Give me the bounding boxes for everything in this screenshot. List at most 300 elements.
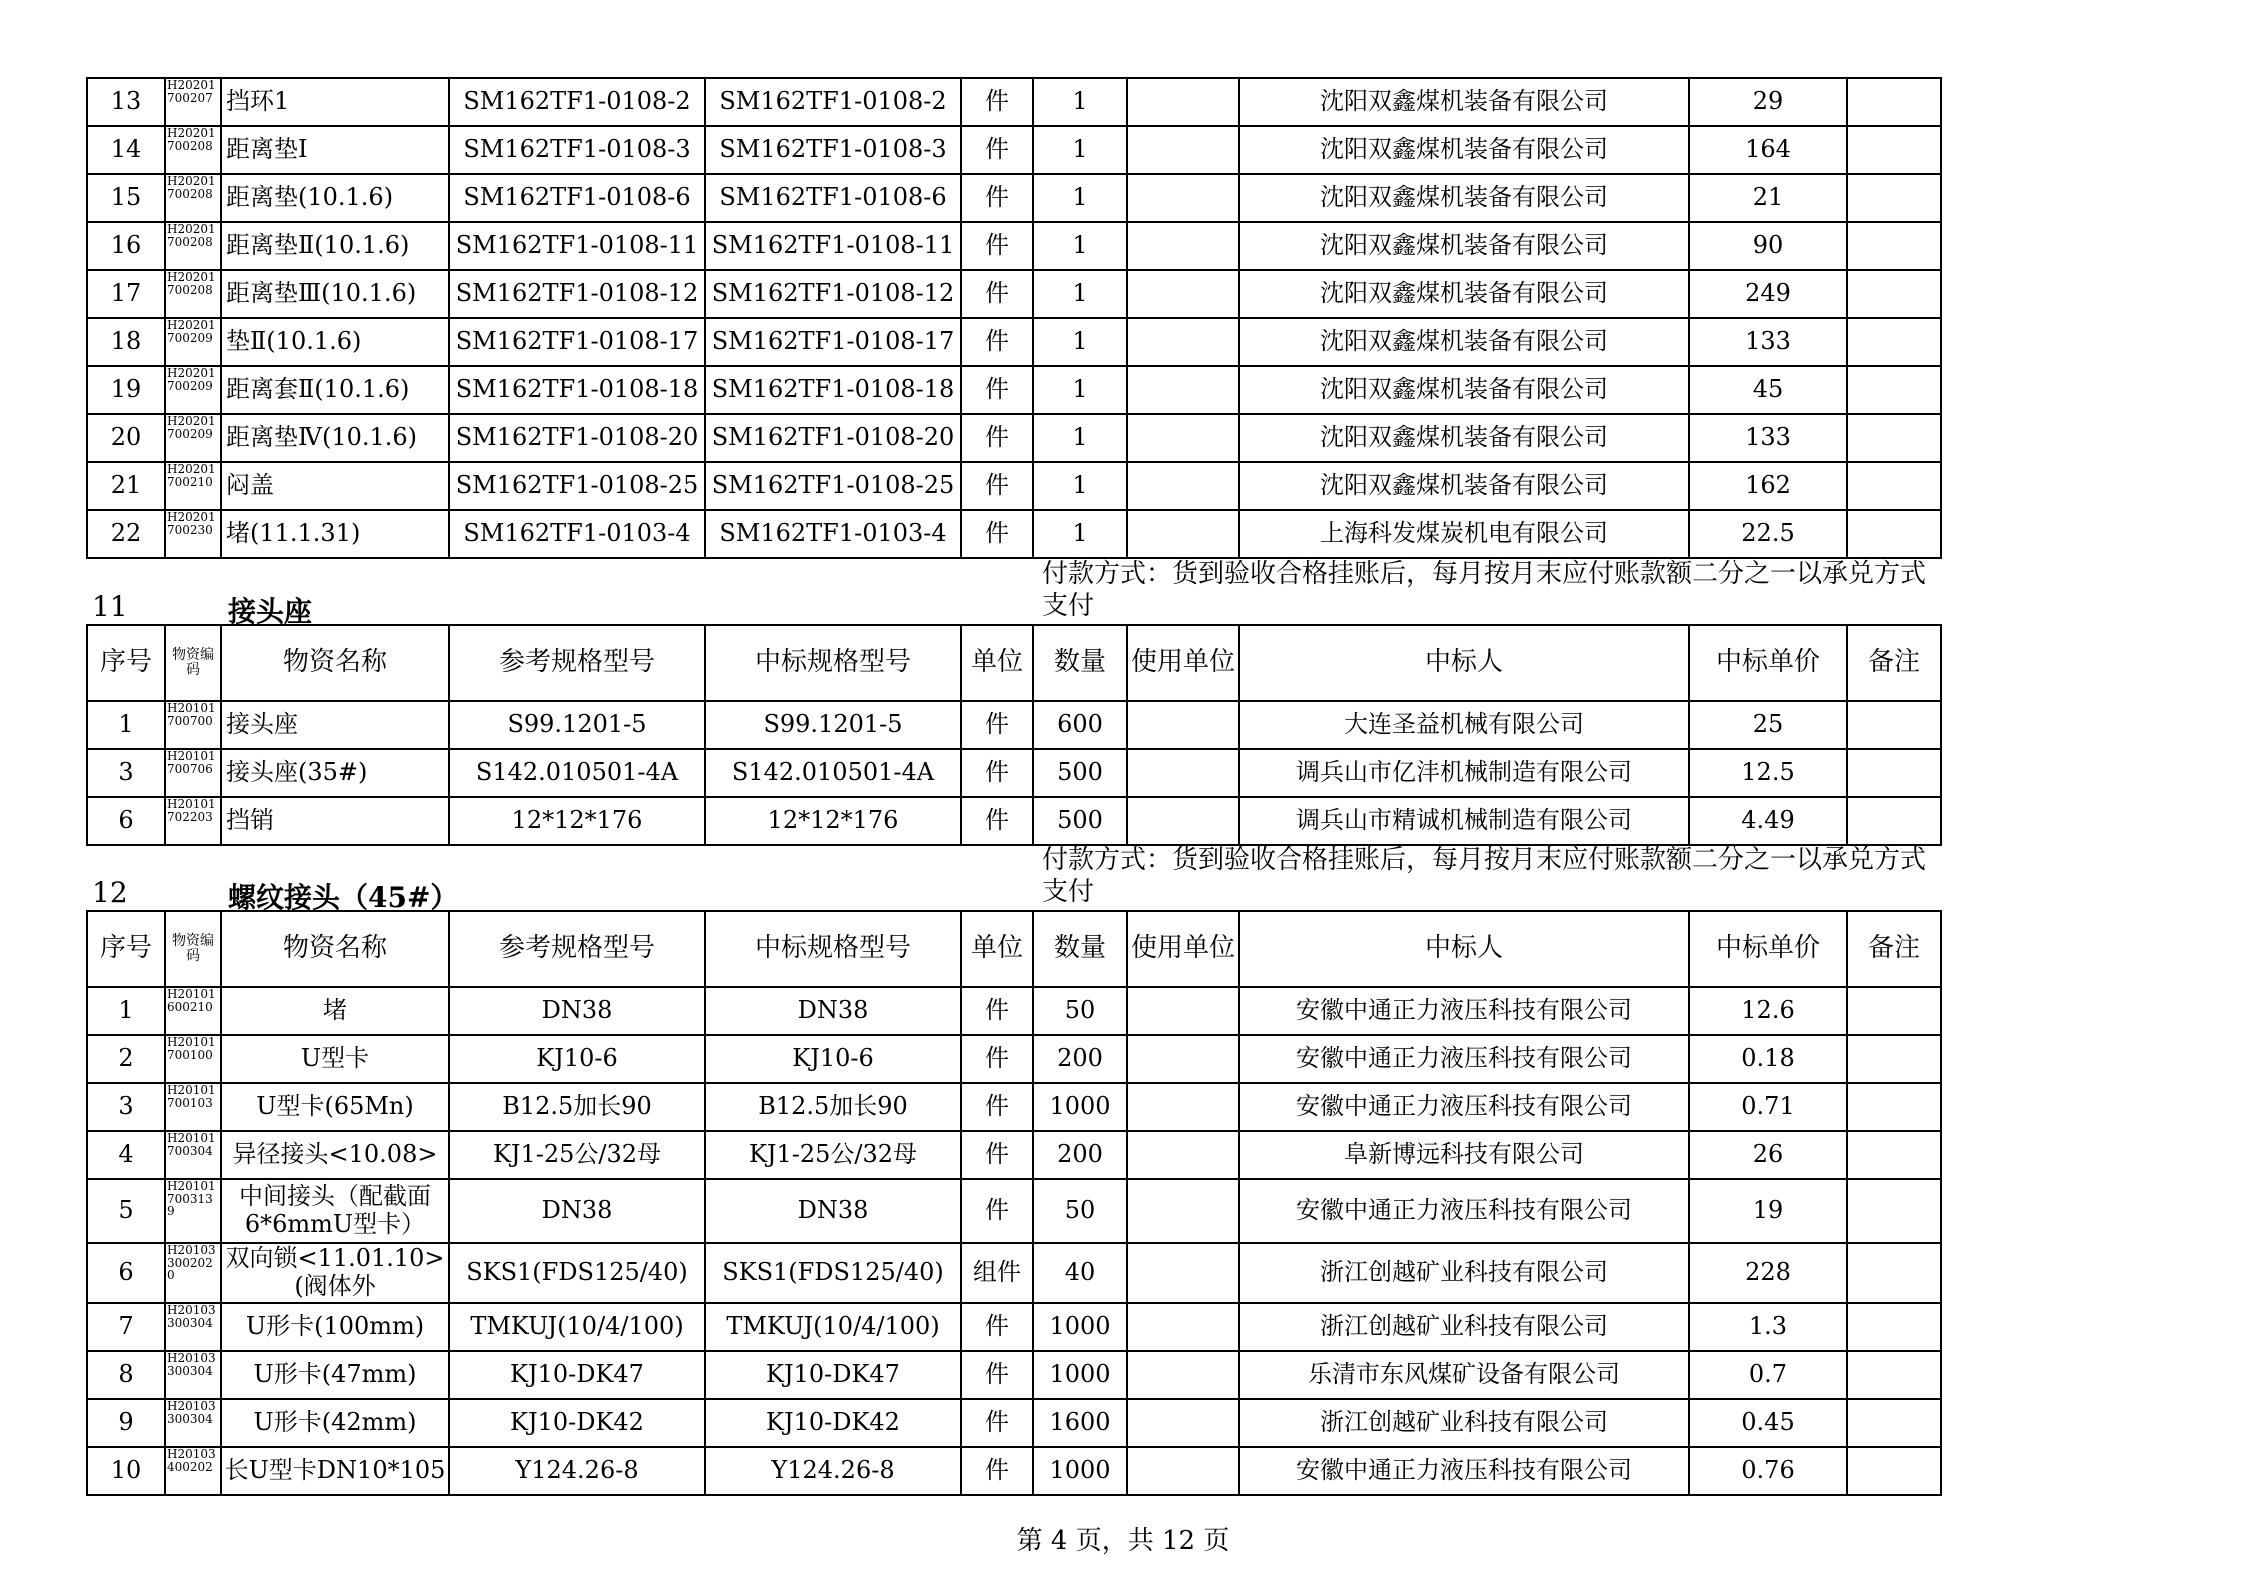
cell-code: H20201700209: [165, 414, 221, 462]
cell-ref-spec: 12*12*176: [449, 797, 705, 845]
cell-remark: [1847, 78, 1941, 126]
cell-qty: 500: [1033, 797, 1127, 845]
cell-seq: 5: [87, 1179, 165, 1243]
cell-unit: 件: [961, 701, 1033, 749]
cell-price: 0.76: [1689, 1447, 1847, 1495]
table-row: [87, 1035, 1941, 1083]
cell-name: 距离垫(10.1.6): [221, 174, 449, 222]
cell-remark: [1847, 749, 1941, 797]
cell-price: 12.5: [1689, 749, 1847, 797]
cell-price: 90: [1689, 222, 1847, 270]
table-row: [87, 414, 1941, 462]
cell-seq: 4: [87, 1131, 165, 1179]
cell-bid-spec: SM162TF1-0108-2: [705, 78, 961, 126]
cell-seq: 7: [87, 1303, 165, 1351]
cell-name: 中间接头（配截面6*6mmU型卡）: [221, 1179, 449, 1243]
cell-unit: 件: [961, 1083, 1033, 1131]
cell-winner: 安徽中通正力液压科技有限公司: [1239, 1035, 1689, 1083]
cell-code: H20201700209: [165, 318, 221, 366]
table-row: [87, 174, 1941, 222]
cell-qty: 1000: [1033, 1351, 1127, 1399]
cell-price: 4.49: [1689, 797, 1847, 845]
cell-remark: [1847, 1131, 1941, 1179]
cell-use-unit: [1127, 78, 1239, 126]
section-number: 12: [92, 876, 128, 909]
cell-ref-spec: SM162TF1-0103-4: [449, 510, 705, 558]
table-header-row: [87, 911, 1941, 987]
cell-winner: 沈阳双鑫煤机装备有限公司: [1239, 366, 1689, 414]
cell-use-unit: [1127, 318, 1239, 366]
cell-code: H20101700706: [165, 749, 221, 797]
cell-use-unit: [1127, 749, 1239, 797]
cell-ref-spec: SM162TF1-0108-20: [449, 414, 705, 462]
cell-use-unit: [1127, 126, 1239, 174]
cell-remark: [1847, 1351, 1941, 1399]
cell-bid-spec: SM162TF1-0103-4: [705, 510, 961, 558]
table-row: [87, 78, 1941, 126]
cell-bid-spec: Y124.26-8: [705, 1447, 961, 1495]
cell-seq: 3: [87, 1083, 165, 1131]
cell-bid-spec: SM162TF1-0108-25: [705, 462, 961, 510]
cell-remark: [1847, 1083, 1941, 1131]
cell-unit: 件: [961, 222, 1033, 270]
cell-qty: 1: [1033, 414, 1127, 462]
cell-winner: 阜新博远科技有限公司: [1239, 1131, 1689, 1179]
cell-name: 堵: [221, 987, 449, 1035]
cell-name: 距离垫Ⅲ(10.1.6): [221, 270, 449, 318]
cell-unit: 件: [961, 318, 1033, 366]
header-bid-spec: 中标规格型号: [705, 911, 961, 987]
cell-name: U形卡(42mm): [221, 1399, 449, 1447]
cell-qty: 200: [1033, 1131, 1127, 1179]
cell-use-unit: [1127, 1447, 1239, 1495]
cell-ref-spec: SM162TF1-0108-17: [449, 318, 705, 366]
cell-price: 249: [1689, 270, 1847, 318]
cell-winner: 沈阳双鑫煤机装备有限公司: [1239, 78, 1689, 126]
cell-seq: 6: [87, 1243, 165, 1303]
table-row: [87, 987, 1941, 1035]
cell-use-unit: [1127, 1035, 1239, 1083]
cell-price: 162: [1689, 462, 1847, 510]
header-ref-spec: 参考规格型号: [449, 625, 705, 701]
cell-seq: 19: [87, 366, 165, 414]
cell-use-unit: [1127, 1243, 1239, 1303]
table-header-row: [87, 625, 1941, 701]
table-row: [87, 1083, 1941, 1131]
cell-qty: 50: [1033, 1179, 1127, 1243]
cell-remark: [1847, 510, 1941, 558]
cell-remark: [1847, 1399, 1941, 1447]
cell-unit: 件: [961, 749, 1033, 797]
cell-unit: 件: [961, 510, 1033, 558]
cell-price: 1.3: [1689, 1303, 1847, 1351]
cell-qty: 1: [1033, 222, 1127, 270]
header-remark: 备注: [1847, 625, 1941, 701]
cell-ref-spec: DN38: [449, 1179, 705, 1243]
cell-price: 164: [1689, 126, 1847, 174]
cell-winner: 沈阳双鑫煤机装备有限公司: [1239, 174, 1689, 222]
cell-qty: 50: [1033, 987, 1127, 1035]
cell-seq: 2: [87, 1035, 165, 1083]
cell-bid-spec: SM162TF1-0108-18: [705, 366, 961, 414]
cell-price: 22.5: [1689, 510, 1847, 558]
cell-price: 21: [1689, 174, 1847, 222]
cell-remark: [1847, 987, 1941, 1035]
cell-code: H20201700210: [165, 462, 221, 510]
cell-price: 0.45: [1689, 1399, 1847, 1447]
cell-name: 接头座(35#): [221, 749, 449, 797]
table-row: [87, 797, 1941, 845]
cell-use-unit: [1127, 270, 1239, 318]
header-ref-spec: 参考规格型号: [449, 911, 705, 987]
cell-code: H20103300304: [165, 1303, 221, 1351]
cell-winner: 调兵山市精诚机械制造有限公司: [1239, 797, 1689, 845]
header-qty: 数量: [1033, 911, 1127, 987]
cell-price: 0.18: [1689, 1035, 1847, 1083]
cell-use-unit: [1127, 414, 1239, 462]
header-name: 物资名称: [221, 625, 449, 701]
section-title: 螺纹接头（45#）: [228, 881, 459, 914]
cell-qty: 1: [1033, 78, 1127, 126]
cell-unit: 件: [961, 1131, 1033, 1179]
table-row: [87, 462, 1941, 510]
table-row: [87, 1351, 1941, 1399]
cell-bid-spec: SM162TF1-0108-20: [705, 414, 961, 462]
cell-unit: 件: [961, 78, 1033, 126]
cell-unit: 件: [961, 797, 1033, 845]
cell-name: 异径接头<10.08>: [221, 1131, 449, 1179]
cell-remark: [1847, 414, 1941, 462]
cell-use-unit: [1127, 987, 1239, 1035]
cell-winner: 沈阳双鑫煤机装备有限公司: [1239, 222, 1689, 270]
cell-bid-spec: SM162TF1-0108-17: [705, 318, 961, 366]
cell-unit: 组件: [961, 1243, 1033, 1303]
cell-ref-spec: SKS1(FDS125/40): [449, 1243, 705, 1303]
cell-ref-spec: SM162TF1-0108-18: [449, 366, 705, 414]
cell-name: 距离垫Ⅰ: [221, 126, 449, 174]
cell-winner: 沈阳双鑫煤机装备有限公司: [1239, 126, 1689, 174]
cell-bid-spec: TMKUJ(10/4/100): [705, 1303, 961, 1351]
cell-unit: 件: [961, 987, 1033, 1035]
cell-bid-spec: KJ10-DK47: [705, 1351, 961, 1399]
table-row: [87, 701, 1941, 749]
cell-ref-spec: KJ1-25公/32母: [449, 1131, 705, 1179]
cell-code: H20201700208: [165, 270, 221, 318]
cell-use-unit: [1127, 1303, 1239, 1351]
cell-unit: 件: [961, 126, 1033, 174]
header-remark: 备注: [1847, 911, 1941, 987]
payment-terms: 付款方式：货到验收合格挂账后，每月按月末应付账款额二分之一以承兑方式支付: [1042, 559, 1927, 621]
bid-table-continued: [86, 77, 1942, 559]
cell-code: H20101702203: [165, 797, 221, 845]
header-name: 物资名称: [221, 911, 449, 987]
cell-winner: 调兵山市亿沣机械制造有限公司: [1239, 749, 1689, 797]
cell-bid-spec: 12*12*176: [705, 797, 961, 845]
cell-name: 堵(11.1.31): [221, 510, 449, 558]
cell-qty: 1: [1033, 318, 1127, 366]
cell-winner: 沈阳双鑫煤机装备有限公司: [1239, 462, 1689, 510]
cell-winner: 安徽中通正力液压科技有限公司: [1239, 1447, 1689, 1495]
cell-price: 26: [1689, 1131, 1847, 1179]
cell-use-unit: [1127, 797, 1239, 845]
header-use-unit: 使用单位: [1127, 911, 1239, 987]
cell-use-unit: [1127, 366, 1239, 414]
cell-seq: 22: [87, 510, 165, 558]
cell-qty: 1: [1033, 462, 1127, 510]
cell-ref-spec: S142.010501-4A: [449, 749, 705, 797]
cell-bid-spec: S99.1201-5: [705, 701, 961, 749]
cell-code: H20101700103: [165, 1083, 221, 1131]
cell-unit: 件: [961, 462, 1033, 510]
cell-use-unit: [1127, 1131, 1239, 1179]
cell-use-unit: [1127, 222, 1239, 270]
cell-winner: 沈阳双鑫煤机装备有限公司: [1239, 318, 1689, 366]
cell-seq: 8: [87, 1351, 165, 1399]
table-row: [87, 1243, 1941, 1303]
header-bid-spec: 中标规格型号: [705, 625, 961, 701]
table-row: [87, 1131, 1941, 1179]
cell-bid-spec: DN38: [705, 987, 961, 1035]
cell-unit: 件: [961, 1179, 1033, 1243]
cell-use-unit: [1127, 462, 1239, 510]
cell-bid-spec: KJ10-DK42: [705, 1399, 961, 1447]
cell-price: 45: [1689, 366, 1847, 414]
cell-ref-spec: SM162TF1-0108-3: [449, 126, 705, 174]
cell-winner: 安徽中通正力液压科技有限公司: [1239, 987, 1689, 1035]
cell-bid-spec: SM162TF1-0108-11: [705, 222, 961, 270]
table-row: [87, 510, 1941, 558]
header-seq: 序号: [87, 911, 165, 987]
cell-ref-spec: B12.5加长90: [449, 1083, 705, 1131]
cell-qty: 1: [1033, 366, 1127, 414]
header-use-unit: 使用单位: [1127, 625, 1239, 701]
cell-code: H20103300304: [165, 1351, 221, 1399]
bid-table-section-12: [86, 910, 1942, 1496]
cell-qty: 1: [1033, 174, 1127, 222]
cell-name: 距离垫Ⅱ(10.1.6): [221, 222, 449, 270]
cell-winner: 沈阳双鑫煤机装备有限公司: [1239, 414, 1689, 462]
cell-price: 133: [1689, 414, 1847, 462]
cell-seq: 1: [87, 701, 165, 749]
cell-remark: [1847, 366, 1941, 414]
table-row: [87, 1303, 1941, 1351]
cell-bid-spec: SM162TF1-0108-6: [705, 174, 961, 222]
cell-code: H20201700230: [165, 510, 221, 558]
cell-name: 双向锁<11.01.10>(阀体外: [221, 1243, 449, 1303]
page-footer: 第 4 页，共 12 页: [1016, 1526, 1230, 1556]
table-row: [87, 270, 1941, 318]
cell-remark: [1847, 797, 1941, 845]
header-price: 中标单价: [1689, 911, 1847, 987]
cell-name: 挡销: [221, 797, 449, 845]
cell-seq: 10: [87, 1447, 165, 1495]
cell-remark: [1847, 1303, 1941, 1351]
cell-bid-spec: SM162TF1-0108-12: [705, 270, 961, 318]
cell-code: H20101700313 9: [165, 1179, 221, 1243]
cell-name: U形卡(47mm): [221, 1351, 449, 1399]
cell-bid-spec: B12.5加长90: [705, 1083, 961, 1131]
header-code: 物资编码: [165, 911, 221, 987]
cell-remark: [1847, 270, 1941, 318]
cell-qty: 1000: [1033, 1303, 1127, 1351]
cell-code: H20201700207: [165, 78, 221, 126]
cell-price: 228: [1689, 1243, 1847, 1303]
cell-code: H20101700100: [165, 1035, 221, 1083]
cell-winner: 浙江创越矿业科技有限公司: [1239, 1399, 1689, 1447]
cell-unit: 件: [961, 1035, 1033, 1083]
cell-remark: [1847, 1243, 1941, 1303]
cell-name: 距离垫Ⅳ(10.1.6): [221, 414, 449, 462]
bid-table-section-11: [86, 624, 1942, 846]
header-seq: 序号: [87, 625, 165, 701]
cell-price: 0.7: [1689, 1351, 1847, 1399]
cell-qty: 1: [1033, 510, 1127, 558]
cell-price: 19: [1689, 1179, 1847, 1243]
cell-name: 垫Ⅱ(10.1.6): [221, 318, 449, 366]
cell-bid-spec: KJ1-25公/32母: [705, 1131, 961, 1179]
cell-winner: 大连圣益机械有限公司: [1239, 701, 1689, 749]
header-winner: 中标人: [1239, 625, 1689, 701]
cell-use-unit: [1127, 510, 1239, 558]
cell-unit: 件: [961, 174, 1033, 222]
cell-unit: 件: [961, 270, 1033, 318]
cell-use-unit: [1127, 701, 1239, 749]
cell-ref-spec: SM162TF1-0108-12: [449, 270, 705, 318]
cell-remark: [1847, 318, 1941, 366]
cell-qty: 600: [1033, 701, 1127, 749]
cell-ref-spec: SM162TF1-0108-11: [449, 222, 705, 270]
cell-use-unit: [1127, 1083, 1239, 1131]
cell-seq: 13: [87, 78, 165, 126]
header-unit: 单位: [961, 911, 1033, 987]
header-winner: 中标人: [1239, 911, 1689, 987]
cell-bid-spec: S142.010501-4A: [705, 749, 961, 797]
table-row: [87, 222, 1941, 270]
cell-winner: 安徽中通正力液压科技有限公司: [1239, 1179, 1689, 1243]
header-price: 中标单价: [1689, 625, 1847, 701]
header-unit: 单位: [961, 625, 1033, 701]
cell-price: 0.71: [1689, 1083, 1847, 1131]
cell-remark: [1847, 701, 1941, 749]
cell-code: H20101600210: [165, 987, 221, 1035]
cell-ref-spec: KJ10-6: [449, 1035, 705, 1083]
cell-remark: [1847, 462, 1941, 510]
cell-winner: 浙江创越矿业科技有限公司: [1239, 1303, 1689, 1351]
cell-code: H20103400202: [165, 1447, 221, 1495]
cell-price: 133: [1689, 318, 1847, 366]
cell-seq: 20: [87, 414, 165, 462]
table-row: [87, 318, 1941, 366]
payment-terms: 付款方式：货到验收合格挂账后，每月按月末应付账款额二分之一以承兑方式支付: [1042, 845, 1927, 907]
cell-seq: 9: [87, 1399, 165, 1447]
cell-remark: [1847, 126, 1941, 174]
cell-winner: 上海科发煤炭机电有限公司: [1239, 510, 1689, 558]
cell-ref-spec: SM162TF1-0108-2: [449, 78, 705, 126]
cell-ref-spec: KJ10-DK42: [449, 1399, 705, 1447]
cell-use-unit: [1127, 1399, 1239, 1447]
cell-seq: 17: [87, 270, 165, 318]
cell-qty: 1: [1033, 270, 1127, 318]
cell-code: H20103300202 0: [165, 1243, 221, 1303]
cell-winner: 沈阳双鑫煤机装备有限公司: [1239, 270, 1689, 318]
cell-seq: 3: [87, 749, 165, 797]
table-row: [87, 366, 1941, 414]
cell-use-unit: [1127, 174, 1239, 222]
cell-seq: 15: [87, 174, 165, 222]
header-code: 物资编码: [165, 625, 221, 701]
cell-name: 距离套Ⅱ(10.1.6): [221, 366, 449, 414]
table-row: [87, 1447, 1941, 1495]
cell-bid-spec: SM162TF1-0108-3: [705, 126, 961, 174]
cell-bid-spec: DN38: [705, 1179, 961, 1243]
cell-seq: 18: [87, 318, 165, 366]
cell-code: H20101700304: [165, 1131, 221, 1179]
cell-qty: 1000: [1033, 1447, 1127, 1495]
cell-ref-spec: DN38: [449, 987, 705, 1035]
cell-qty: 1600: [1033, 1399, 1127, 1447]
cell-qty: 1000: [1033, 1083, 1127, 1131]
cell-code: H20201700208: [165, 126, 221, 174]
cell-seq: 6: [87, 797, 165, 845]
cell-name: 闷盖: [221, 462, 449, 510]
cell-price: 29: [1689, 78, 1847, 126]
cell-code: H20201700209: [165, 366, 221, 414]
cell-name: U型卡: [221, 1035, 449, 1083]
cell-winner: 安徽中通正力液压科技有限公司: [1239, 1083, 1689, 1131]
cell-seq: 14: [87, 126, 165, 174]
cell-name: U型卡(65Mn): [221, 1083, 449, 1131]
cell-ref-spec: Y124.26-8: [449, 1447, 705, 1495]
cell-seq: 16: [87, 222, 165, 270]
header-qty: 数量: [1033, 625, 1127, 701]
cell-code: H20201700208: [165, 222, 221, 270]
cell-unit: 件: [961, 1447, 1033, 1495]
cell-unit: 件: [961, 1303, 1033, 1351]
table-row: [87, 1399, 1941, 1447]
cell-winner: 浙江创越矿业科技有限公司: [1239, 1243, 1689, 1303]
section-number: 11: [92, 590, 128, 623]
cell-name: 挡环1: [221, 78, 449, 126]
cell-unit: 件: [961, 366, 1033, 414]
table-row: [87, 1179, 1941, 1243]
cell-qty: 500: [1033, 749, 1127, 797]
cell-qty: 1: [1033, 126, 1127, 174]
cell-unit: 件: [961, 1351, 1033, 1399]
cell-remark: [1847, 1447, 1941, 1495]
cell-unit: 件: [961, 414, 1033, 462]
cell-ref-spec: SM162TF1-0108-6: [449, 174, 705, 222]
cell-use-unit: [1127, 1351, 1239, 1399]
cell-name: 接头座: [221, 701, 449, 749]
cell-remark: [1847, 1035, 1941, 1083]
cell-unit: 件: [961, 1399, 1033, 1447]
cell-bid-spec: KJ10-6: [705, 1035, 961, 1083]
cell-use-unit: [1127, 1179, 1239, 1243]
cell-ref-spec: S99.1201-5: [449, 701, 705, 749]
cell-ref-spec: KJ10-DK47: [449, 1351, 705, 1399]
cell-price: 25: [1689, 701, 1847, 749]
table-row: [87, 749, 1941, 797]
cell-ref-spec: SM162TF1-0108-25: [449, 462, 705, 510]
cell-code: H20201700208: [165, 174, 221, 222]
cell-code: H20101700700: [165, 701, 221, 749]
cell-remark: [1847, 174, 1941, 222]
cell-remark: [1847, 222, 1941, 270]
cell-qty: 40: [1033, 1243, 1127, 1303]
cell-winner: 乐清市东风煤矿设备有限公司: [1239, 1351, 1689, 1399]
cell-qty: 200: [1033, 1035, 1127, 1083]
cell-seq: 1: [87, 987, 165, 1035]
